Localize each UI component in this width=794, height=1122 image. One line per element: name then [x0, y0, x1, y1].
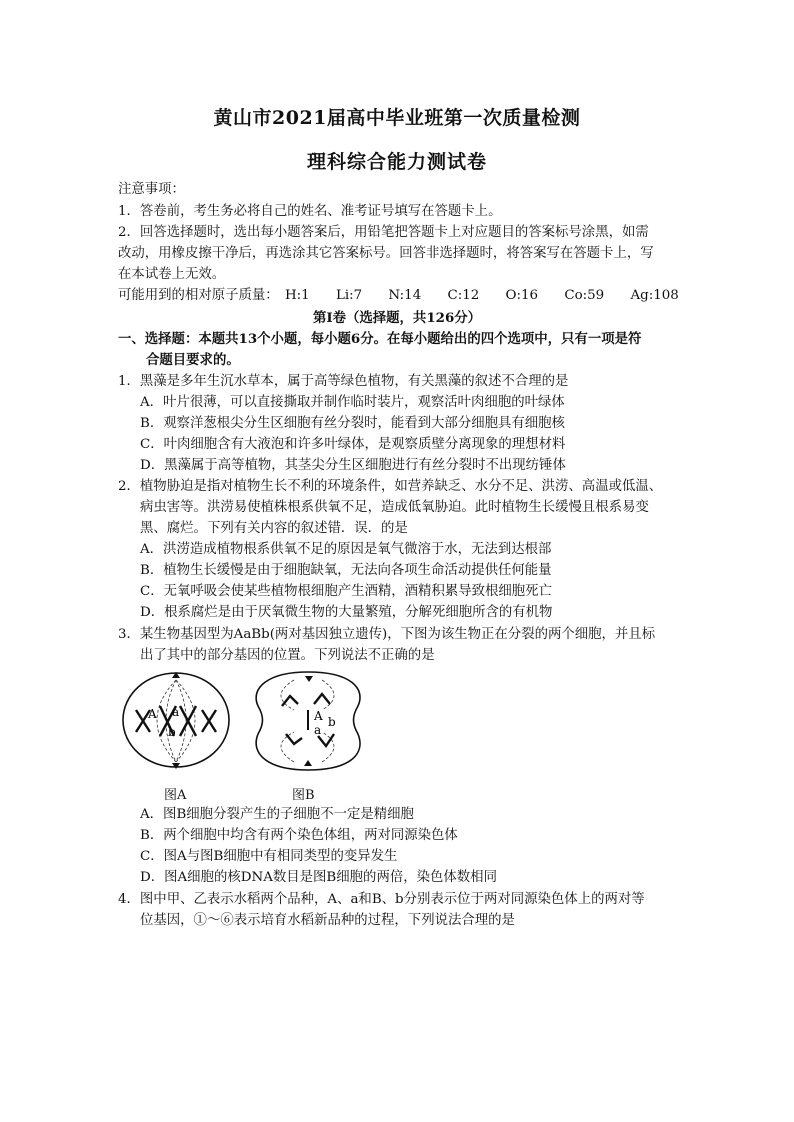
part1-instruction-cont: 合题目要求的。: [146, 352, 240, 368]
q3-option-d: D．图A细胞的核DNA数目是图B细胞的两倍，染色体数相同: [140, 870, 497, 885]
gene-label-a-b: a: [314, 723, 322, 737]
mass-co: Co:59: [564, 288, 605, 303]
mass-n: N:14: [388, 288, 422, 303]
atomic-mass-line: [118, 287, 679, 305]
q1-option-d: D．黑藻属于高等植物，其茎尖分生区细胞进行有丝分裂时不出现纺锤体: [140, 458, 566, 473]
q2-option-d: D．根系腐烂是由于厌氧微生物的大量繁殖，分解死细胞所含的有机物: [140, 605, 553, 620]
q1-option-c: C．叶肉细胞含有大液泡和许多叶绿体，是观察质壁分离现象的理想材料: [140, 437, 566, 452]
notice-heading: 注意事项：: [118, 182, 185, 197]
atomic-mass-label: 可能用到的相对原子质量：: [118, 288, 279, 303]
mass-o: O:16: [505, 288, 539, 303]
figure-a-cell: [123, 672, 229, 769]
q4-stem-cont: 位基因，①～⑥表示培育水稻新品种的过程，下列说法合理的是: [140, 913, 515, 928]
figure-b-cell: [256, 672, 360, 770]
gene-label-A: A: [148, 707, 157, 721]
q2-stem-cont: 病虫害等。洪涝易使植株根系供氧不足，造成低氧胁迫。此时植物生长缓慢且根系易变: [140, 500, 649, 515]
mass-c: C:12: [447, 288, 480, 303]
q3-option-a: A．图B细胞分裂产生的子细胞不一定是精细胞: [140, 807, 414, 822]
q1-option-b: B．观察洋葱根尖分生区细胞有丝分裂时，能看到大部分细胞具有细胞核: [140, 416, 565, 431]
q1-stem: 1．黑藻是多年生沉水草本，属于高等绿色植物，有关黑藻的叙述不合理的是: [118, 374, 569, 389]
figure-b-label: 图B: [292, 788, 315, 803]
gene-label-b: b: [168, 725, 176, 739]
gene-label-A-b: A: [314, 709, 323, 723]
mass-h: H:1: [284, 288, 310, 303]
figure-a-label: 图A: [164, 788, 187, 803]
part1-instruction: 一、选择题：本题共13个小题，每小题6分。在每小题给出的四个选项中，只有一项是符: [118, 331, 642, 347]
q3-option-b: B．两个细胞中均含有两个染色体组，两对同源染色体: [140, 828, 458, 843]
q3-stem: 3．某生物基因型为AaBb(两对基因独立遗传)，下图为该生物正在分裂的两个细胞，并且标: [118, 627, 656, 642]
exam-subtitle: 理科综合能力测试卷: [306, 151, 487, 173]
q4-stem: 4．图中甲、乙表示水稻两个品种，A、a和B、b分别表示位于两对同源染色体上的两对等: [118, 892, 645, 907]
mass-ag: Ag:108: [630, 288, 679, 303]
q1-option-a: A．叶片很薄，可以直接撕取并制作临时装片，观察活叶肉细胞的叶绿体: [140, 395, 565, 410]
notice-item-2-cont: 改动，用橡皮擦干净后，再选涂其它答案标号。回答非选择题时，将答案写在答题卡上，写: [118, 246, 654, 261]
q3-option-c: C．图A与图B细胞中有相同类型的变异发生: [140, 849, 398, 864]
notice-item-2: 2．回答选择题时，选出每小题答案后，用铅笔把答题卡上对应题目的答案标号涂黑，如需: [118, 225, 649, 240]
section-title: 第Ⅰ卷（选择题，共126分）: [312, 310, 482, 326]
exam-title: 黄山市2021届高中毕业班第一次质量检测: [213, 107, 581, 129]
q2-stem-end: 黑、腐烂。下列有关内容的叙述错．误．的是: [140, 521, 408, 536]
q2-option-a: A．洪涝造成植物根系供氧不足的原因是氧气微溶于水，无法到达根部: [140, 542, 552, 557]
gene-label-a: a: [172, 705, 180, 719]
notice-item-2-end: 在本试卷上无效。: [118, 267, 226, 282]
q2-option-c: C．无氧呼吸会使某些植物根细胞产生酒精，酒精积累导致根细胞死亡: [140, 584, 552, 599]
mass-li: Li:7: [335, 288, 363, 303]
gene-label-b-b: b: [328, 715, 336, 729]
q2-stem: 2．植物胁迫是指对植物生长不利的环境条件，如营养缺乏、水分不足、洪涝、高温或低温、: [118, 479, 663, 494]
q2-option-b: B．植物生长缓慢是由于细胞缺氧，无法向各项生命活动提供任何能量: [140, 563, 552, 578]
q3-stem-cont: 出了其中的部分基因的位置。下列说法不正确的是: [140, 648, 435, 663]
notice-item-1: 1．答卷前，考生务必将自己的姓名、准考证号填写在答题卡上。: [118, 204, 502, 219]
cell-division-figure: [118, 666, 368, 776]
